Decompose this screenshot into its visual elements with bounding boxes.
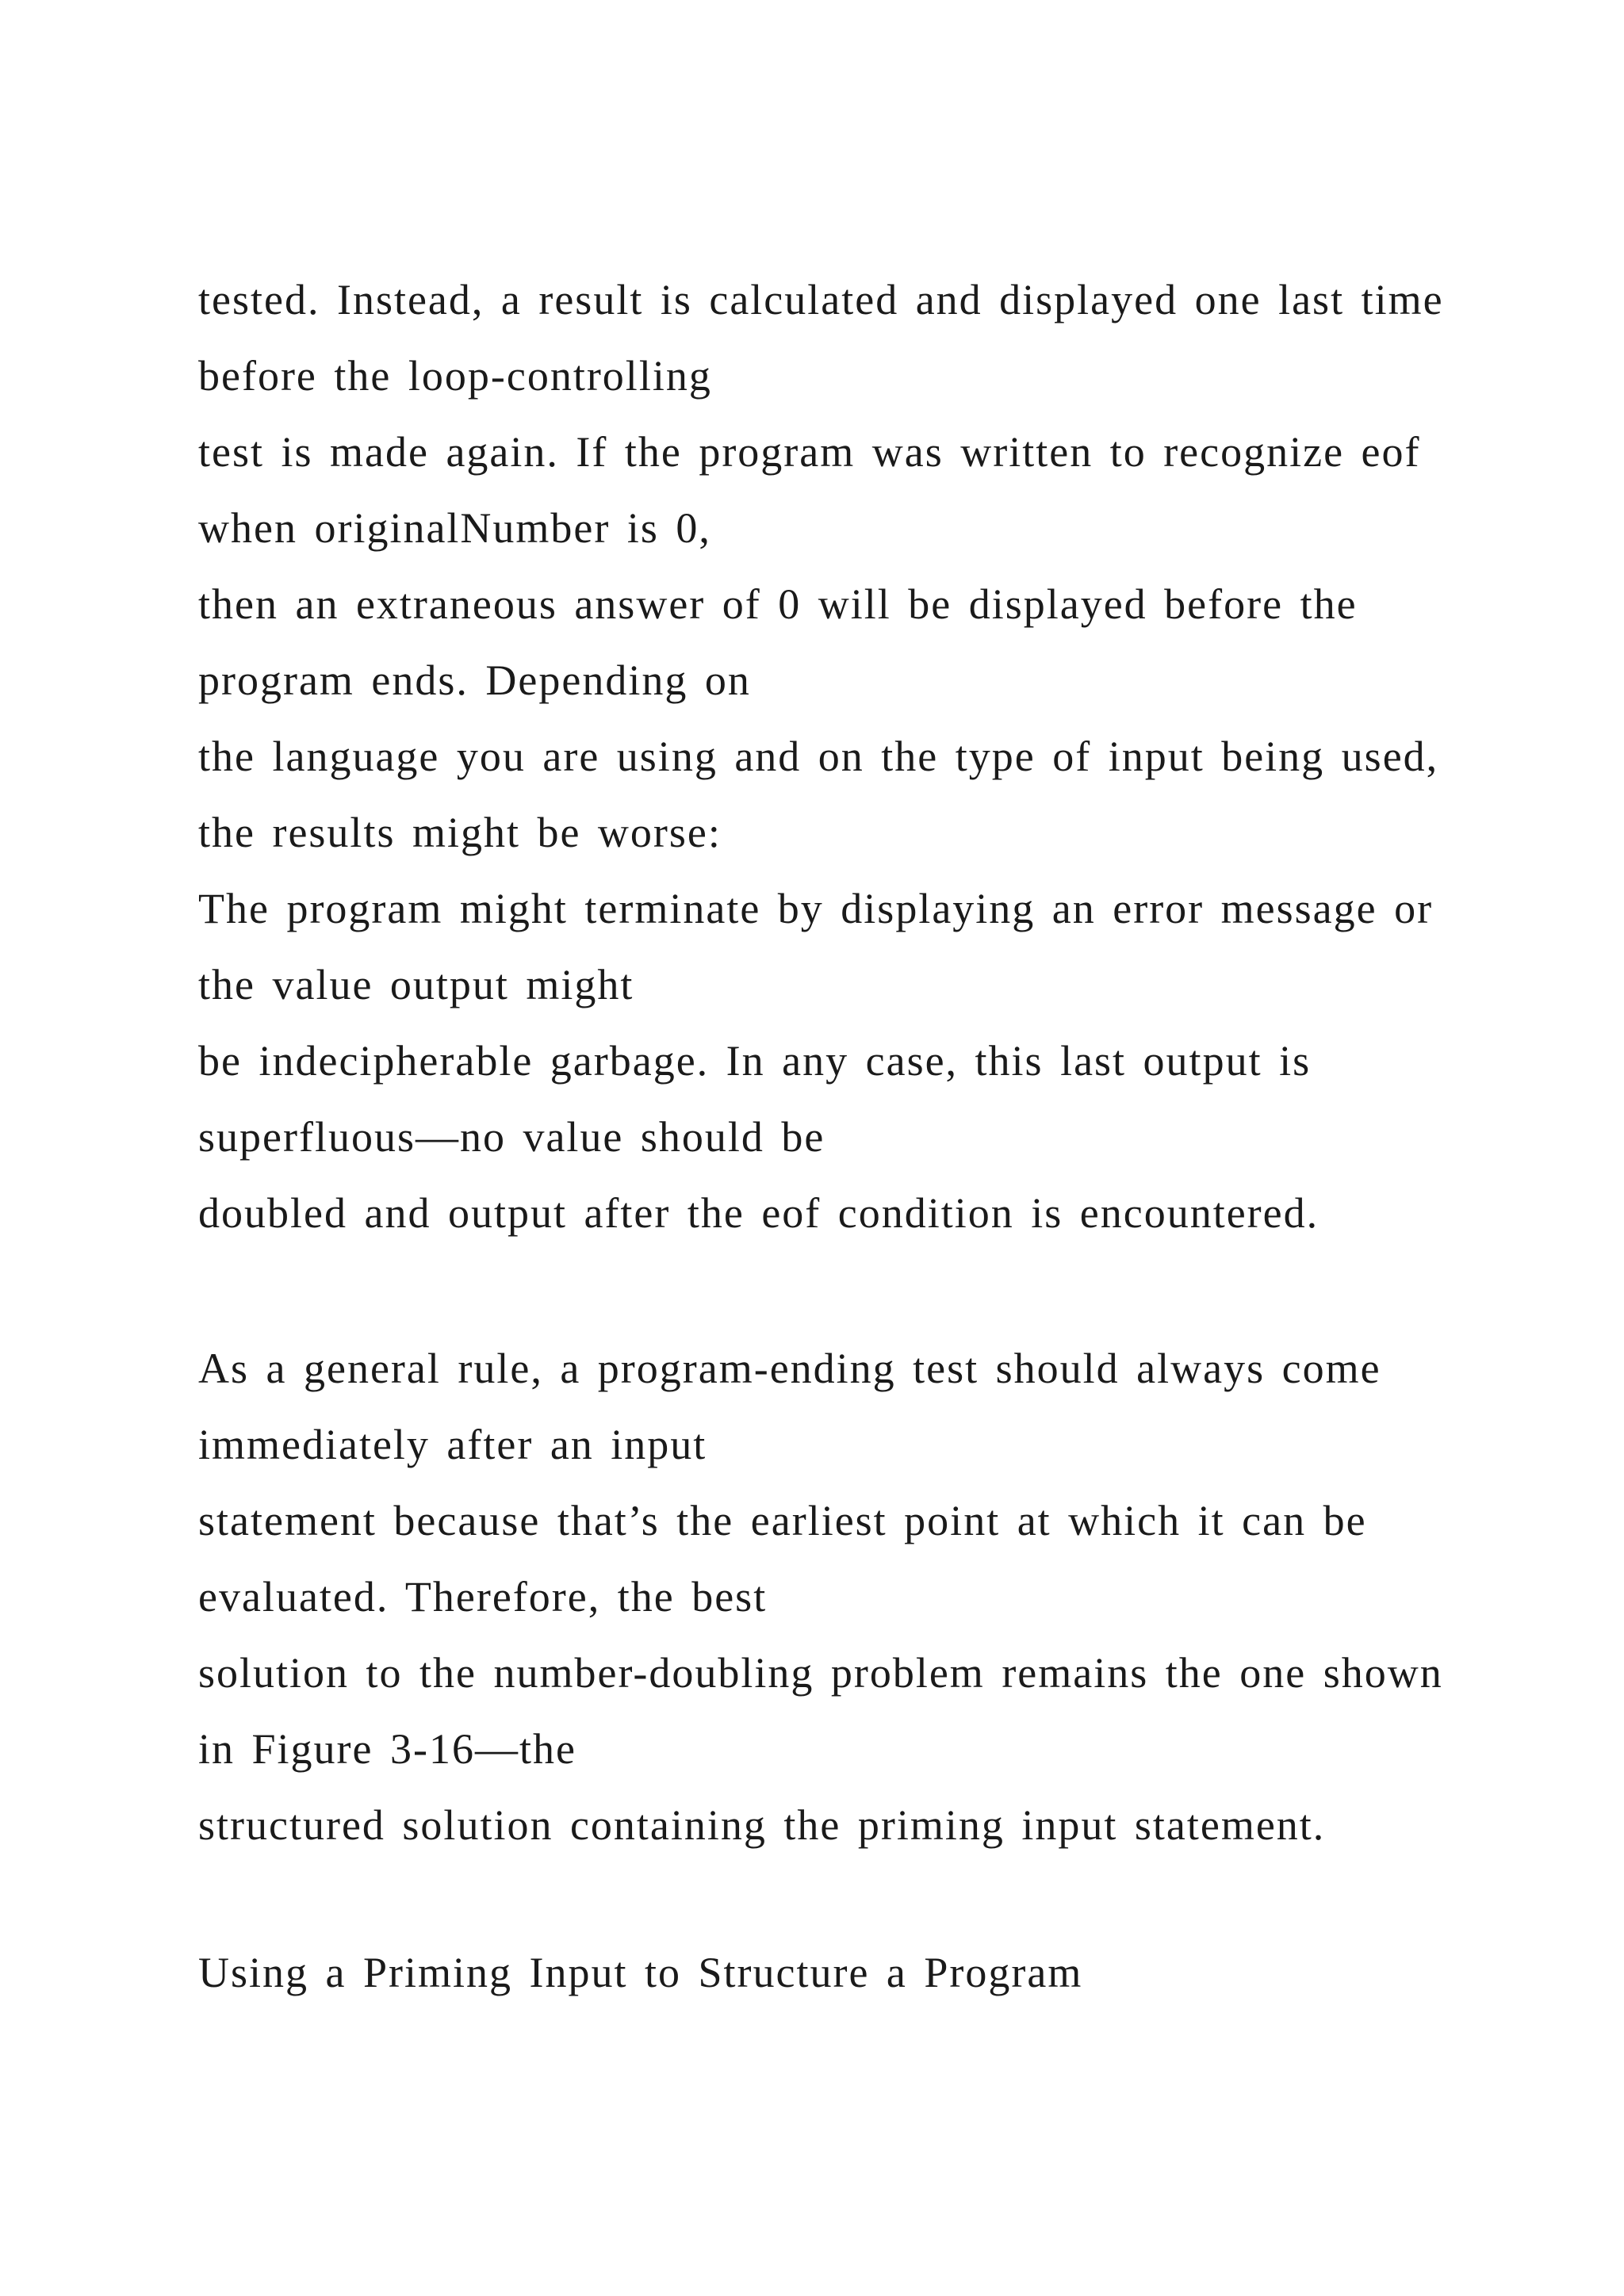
text-line: tested. Instead, a result is calculated and displayed one last time: [198, 276, 1444, 323]
text-line: then an extraneous answer of 0 will be displayed before the: [198, 580, 1358, 628]
text-line: superfluous—no value should be: [198, 1113, 825, 1161]
text-line: The program might terminate by displaying an error message or: [198, 885, 1434, 932]
text-line: be indecipherable garbage. In any case, this last output is: [198, 1037, 1312, 1085]
text-line: before the loop-controlling: [198, 352, 712, 400]
text-line: program ends. Depending on: [198, 656, 751, 704]
text-line: As a general rule, a program-ending test should always come: [198, 1345, 1381, 1392]
text-line: statement because that’s the earliest point at which it can be: [198, 1497, 1367, 1544]
section-heading: Using a Priming Input to Structure a Program: [198, 1949, 1083, 1996]
text-line: in Figure 3-16—the: [198, 1725, 576, 1773]
paragraph-general-rule: [198, 1330, 1562, 1863]
paragraph-eof-explanation: [198, 262, 1562, 1251]
text-line: doubled and output after the eof condition is encountered.: [198, 1189, 1320, 1237]
text-line: the language you are using and on the type of input being used,: [198, 733, 1439, 780]
text-line: test is made again. If the program was written to recognize eof: [198, 428, 1421, 476]
text-line: solution to the number-doubling problem remains the one shown: [198, 1649, 1443, 1697]
section-heading-block: [198, 1934, 1562, 2011]
text-line: structured solution containing the priming input statement.: [198, 1801, 1326, 1849]
text-line: the value output might: [198, 961, 634, 1008]
text-line: when originalNumber is 0,: [198, 504, 711, 552]
text-line: immediately after an input: [198, 1421, 707, 1468]
text-line: evaluated. Therefore, the best: [198, 1573, 768, 1621]
text-line: the results might be worse:: [198, 809, 722, 856]
